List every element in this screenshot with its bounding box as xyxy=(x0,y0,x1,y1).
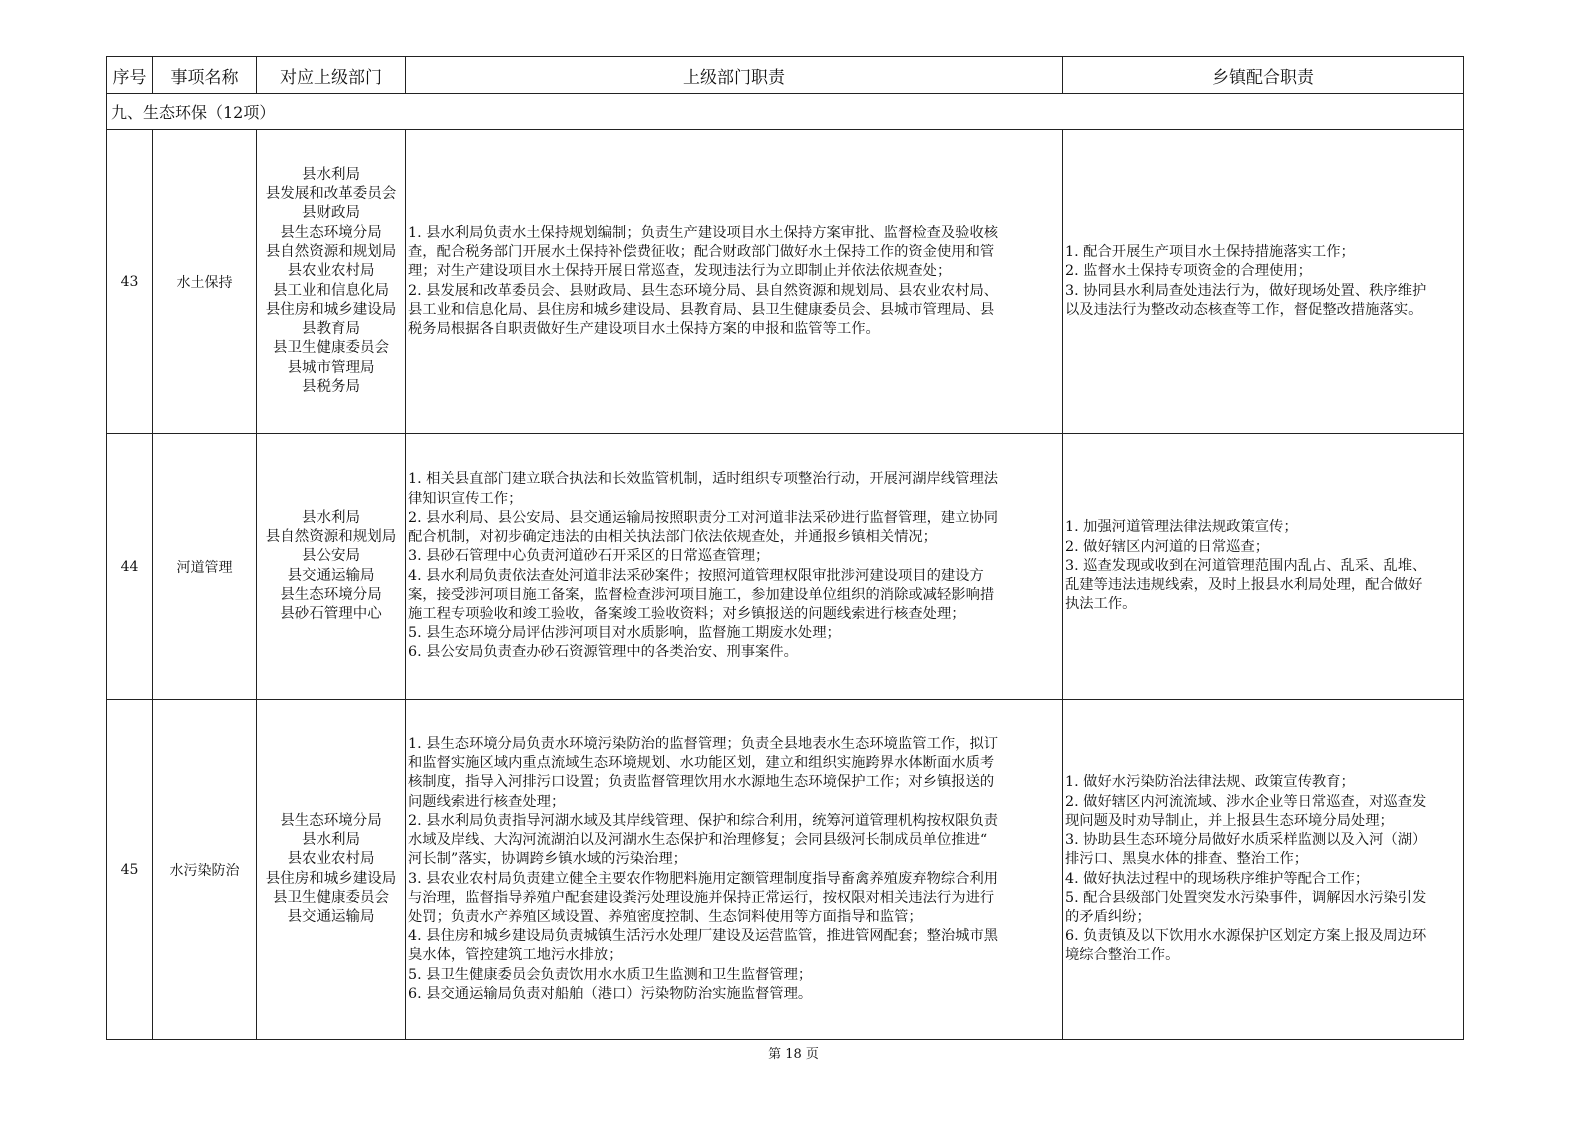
duty-line: 县工业和信息化局、县住房和城乡建设局、县教育局、县卫生健康委员会、县城市管理局、县 xyxy=(408,301,995,318)
duty-line: 1. 加强河道管理法律法规政策宣传； xyxy=(1065,519,1298,536)
department-name: 县生态环境分局 xyxy=(280,224,382,241)
upper-departments xyxy=(257,700,406,1040)
page-number: 第 18 页 xyxy=(768,1047,819,1062)
department-name: 县城市管理局 xyxy=(287,359,375,376)
section-row xyxy=(107,94,1464,130)
duty-line: 臭水体，管控建筑工地污水排放； xyxy=(408,947,623,964)
item-number: 45 xyxy=(107,700,153,1040)
department-name: 县卫生健康委员会 xyxy=(273,340,389,357)
duty-line: 2. 做好辖区内河流流域、涉水企业等日常巡查，对巡查发 xyxy=(1065,793,1427,810)
upper-duties xyxy=(406,130,1063,434)
responsibility-table xyxy=(106,56,1464,1040)
header-town-duties: 乡镇配合职责 xyxy=(1063,57,1464,94)
duty-line: 5. 县生态环境分局评估涉河项目对水质影响，监督施工期废水处理； xyxy=(408,625,841,642)
item-name: 水污染防治 xyxy=(153,700,257,1040)
duty-line: 排污口、黑臭水体的排查、整治工作； xyxy=(1065,851,1309,868)
duty-line: 3. 协助县生态环境分局做好水质采样监测以及入河（湖） xyxy=(1065,832,1427,849)
duty-line: 2. 县水利局、县公安局、县交通运输局按照职责分工对河道非法采砂进行监督管理，建立协同 xyxy=(408,509,999,526)
duty-line: 2. 县水利局负责指导河湖水域及其岸线管理、保护和综合利用，统筹河道管理机构按权限负责 xyxy=(408,812,999,829)
department-name: 县发展和改革委员会 xyxy=(265,186,397,203)
duty-line: 2. 监督水土保持专项资金的合理使用； xyxy=(1065,263,1312,280)
duty-line: 水域及岸线、大沟河流湖泊以及河湖水生态保护和治理修复；会同县级河长制成员单位推进“ xyxy=(408,832,988,849)
duty-line: 1. 做好水污染防治法律法规、政策宣传教育； xyxy=(1065,774,1355,791)
department-name: 县住房和城乡建设局 xyxy=(265,870,397,887)
town-duties xyxy=(1063,434,1464,700)
table-row xyxy=(107,434,1464,700)
duty-line: 和监督实施区域内重点流域生态环境规划、水功能区划，建立和组织实施跨界水体断面水质考 xyxy=(408,755,995,772)
item-name: 河道管理 xyxy=(153,434,257,700)
department-name: 县砂石管理中心 xyxy=(280,606,382,623)
duty-line: 6. 负责镇及以下饮用水水源保护区划定方案上报及周边环 xyxy=(1065,928,1427,945)
upper-departments xyxy=(257,130,406,434)
department-name: 县水利局 xyxy=(302,166,360,183)
duty-line: 施工程专项验收和竣工验收，备案竣工验收资料；对乡镇报送的问题线索进行核查处理； xyxy=(408,605,966,622)
header-upper-department: 对应上级部门 xyxy=(257,57,406,94)
department-name: 县自然资源和规划局 xyxy=(265,528,397,545)
department-name: 县农业农村局 xyxy=(287,851,375,868)
department-name: 县住房和城乡建设局 xyxy=(265,301,397,318)
duty-line: 3. 县农业农村局负责建立健全主要农作物肥料施用定额管理制度指导畜禽养殖废弃物综合利用 xyxy=(408,870,999,887)
header-item-name: 事项名称 xyxy=(153,57,257,94)
duty-line: 5. 县卫生健康委员会负责饮用水水质卫生监测和卫生监督管理； xyxy=(408,966,813,983)
department-name: 县公安局 xyxy=(302,548,360,565)
department-name: 县财政局 xyxy=(302,205,360,222)
header-upper-duties: 上级部门职责 xyxy=(406,57,1063,94)
duty-line: 1. 配合开展生产项目水土保持措施落实工作； xyxy=(1065,244,1355,261)
duty-line: 1. 相关县直部门建立联合执法和长效监管机制，适时组织专项整治行动，开展河湖岸线管理法 xyxy=(408,471,999,488)
duty-line: 3. 协同县水利局查处违法行为，做好现场处置、秩序维护 xyxy=(1065,282,1427,299)
duty-line: 1. 县水利局负责水土保持规划编制；负责生产建设项目水土保持方案审批、监督检查及验收核 xyxy=(408,224,999,241)
table-row xyxy=(107,700,1464,1040)
duty-line: 的矛盾纠纷； xyxy=(1065,908,1151,925)
department-name: 县交通运输局 xyxy=(287,567,375,584)
duty-line: 乱建等违法违规线索，及时上报县水利局处理，配合做好 xyxy=(1065,577,1423,594)
department-name: 县卫生健康委员会 xyxy=(273,889,389,906)
duty-line: 以及违法行为整改动态核查等工作，督促整改措施落实。 xyxy=(1065,301,1423,318)
duty-line: 4. 县水利局负责依法查处河道非法采砂案件；按照河道管理权限审批涉河建设项目的建设方 xyxy=(408,567,984,584)
department-name: 县交通运输局 xyxy=(287,909,375,926)
header-row xyxy=(107,57,1464,94)
department-name: 县生态环境分局 xyxy=(280,586,382,603)
duty-line: 6. 县公安局负责查办砂石资源管理中的各类治安、刑事案件。 xyxy=(408,644,798,661)
duty-line: 2. 做好辖区内河道的日常巡查； xyxy=(1065,538,1270,555)
item-number: 44 xyxy=(107,434,153,700)
duty-line: 处罚；负责水产养殖区域设置、养殖密度控制、生态饲料使用等方面指导和监管； xyxy=(408,908,923,925)
duty-line: 4. 做好执法过程中的现场秩序维护等配合工作； xyxy=(1065,870,1370,887)
duty-line: 6. 县交通运输局负责对船舶（港口）污染物防治实施监督管理。 xyxy=(408,985,813,1002)
department-name: 县水利局 xyxy=(302,831,360,848)
duty-line: 境综合整治工作。 xyxy=(1065,947,1180,964)
department-name: 县工业和信息化局 xyxy=(273,282,389,299)
town-duties xyxy=(1063,700,1464,1040)
duty-line: 配合机制，对初步确定违法的由相关执法部门依法依规查处，并通报乡镇相关情况； xyxy=(408,529,937,546)
department-name: 县生态环境分局 xyxy=(280,812,382,829)
duty-line: 2. 县发展和改革委员会、县财政局、县生态环境分局、县自然资源和规划局、县农业农村局、 xyxy=(408,282,999,299)
duty-line: 现问题及时劝导制止，并上报县生态环境分局处理； xyxy=(1065,812,1394,829)
duty-line: 3. 县砂石管理中心负责河道砂石开采区的日常巡查管理； xyxy=(408,548,770,565)
section-title: 九、生态环保（12项） xyxy=(107,94,1464,130)
department-name: 县农业农村局 xyxy=(287,263,375,280)
item-name: 水土保持 xyxy=(153,130,257,434)
department-name: 县水利局 xyxy=(302,509,360,526)
duty-line: 律知识宣传工作； xyxy=(408,490,523,507)
duty-line: 理；对生产建设项目水土保持开展日常巡查，发现违法行为立即制止并依法依规查处； xyxy=(408,263,952,280)
duty-line: 问题线索进行核查处理； xyxy=(408,793,566,810)
upper-departments xyxy=(257,434,406,700)
duty-line: 核制度，指导入河排污口设置；负责监督管理饮用水水源地生态环境保护工作；对乡镇报送的 xyxy=(408,774,995,791)
duty-line: 5. 配合县级部门处置突发水污染事件，调解因水污染引发 xyxy=(1065,889,1427,906)
header-number: 序号 xyxy=(107,57,153,94)
duty-line: 1. 县生态环境分局负责水环境污染防治的监督管理；负责全县地表水生态环境监管工作，拟订 xyxy=(408,736,999,753)
duty-line: 案，接受涉河项目施工备案，监督检查涉河项目施工，参加建设单位组织的消除或减轻影响措 xyxy=(408,586,995,603)
item-number: 43 xyxy=(107,130,153,434)
duty-line: 查，配合税务部门开展水土保持补偿费征收；配合财政部门做好水土保持工作的资金使用和管 xyxy=(408,244,995,261)
upper-duties xyxy=(406,434,1063,700)
duty-line: 3. 巡查发现或收到在河道管理范围内乱占、乱采、乱堆、 xyxy=(1065,557,1427,574)
town-duties xyxy=(1063,130,1464,434)
table-row xyxy=(107,130,1464,434)
duty-line: 税务局根据各自职责做好生产建设项目水土保持方案的申报和监管等工作。 xyxy=(408,320,880,337)
department-name: 县自然资源和规划局 xyxy=(265,243,397,260)
department-name: 县教育局 xyxy=(302,321,360,338)
department-name: 县税务局 xyxy=(302,378,360,395)
duty-line: 与治理，监督指导养殖户配套建设粪污处理设施并保持正常运行，按权限对相关违法行为进行 xyxy=(408,889,995,906)
upper-duties xyxy=(406,700,1063,1040)
duty-line: 河长制”落实，协调跨乡镇水域的污染治理； xyxy=(408,851,687,868)
duty-line: 执法工作。 xyxy=(1065,596,1137,613)
duty-line: 4. 县住房和城乡建设局负责城镇生活污水处理厂建设及运营监管，推进管网配套；整治城市黑 xyxy=(408,928,999,945)
